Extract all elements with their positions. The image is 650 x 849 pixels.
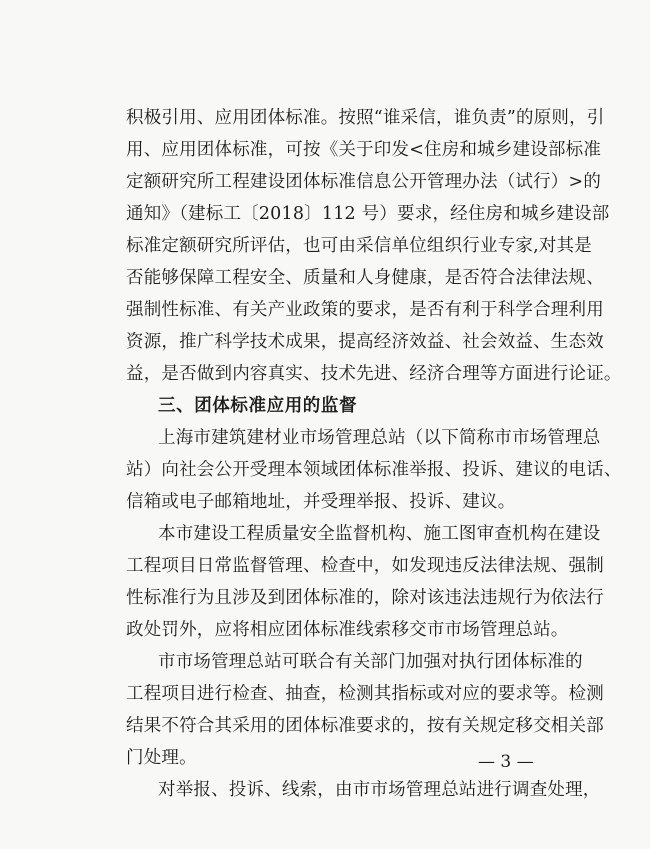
text-line: 用、应用团体标准，可按《关于印发<住房和城乡建设部标准 bbox=[126, 140, 602, 160]
text-line: 强制性标准、有关产业政策的要求，是否有利于科学合理利用 bbox=[126, 300, 604, 320]
text-line: 结果不符合其采用的团体标准要求的，按有关规定移交相关部 bbox=[126, 716, 604, 736]
text-line: 站）向社会公开受理本领域团体标准举报、投诉、建议的电话、 bbox=[126, 460, 622, 480]
text-line: 信箱或电子邮箱地址，并受理举报、投诉、建议。 bbox=[126, 492, 516, 512]
text-line: 定额研究所工程建设团体标准信息公开管理办法（试行）>的 bbox=[126, 172, 602, 192]
paragraph-first-line: 市市场管理总站可联合有关部门加强对执行团体标准的 bbox=[158, 652, 583, 672]
text-line: 工程项目进行检查、抽查，检测其指标或对应的要求等。检测 bbox=[126, 684, 604, 704]
text-line: 积极引用、应用团体标准。按照“谁采信，谁负责”的原则，引 bbox=[126, 108, 605, 128]
text-line: 通知》（建标工〔2018〕112 号）要求，经住房和城乡建设部 bbox=[126, 204, 610, 224]
text-line: 门处理。 bbox=[126, 748, 197, 768]
section-heading: 三、团体标准应用的监督 bbox=[158, 396, 358, 416]
text-line: 资源，推广科学技术成果，提高经济效益、社会效益、生态效 bbox=[126, 332, 604, 352]
paragraph-first-line: 对举报、投诉、线索，由市市场管理总站进行调查处理， bbox=[158, 780, 601, 800]
text-line: 标准定额研究所评估，也可由采信单位组织行业专家,对其是 bbox=[126, 236, 592, 256]
paragraph-first-line: 上海市建筑建材业市场管理总站（以下简称市市场管理总 bbox=[158, 428, 601, 448]
paragraph-first-line: 本市建设工程质量安全监督机构、施工图审查机构在建设 bbox=[158, 524, 601, 544]
text-line: 性标准行为且涉及到团体标准的，除对该违法违规行为依法行 bbox=[126, 588, 604, 608]
page-number: — 3 — bbox=[478, 752, 534, 772]
text-line: 否能够保障工程安全、质量和人身健康，是否符合法律法规、 bbox=[126, 268, 604, 288]
text-line: 政处罚外，应将相应团体标准线索移交市市场管理总站。 bbox=[126, 620, 569, 640]
text-line: 工程项目日常监督管理、检查中，如发现违反法律法规、强制 bbox=[126, 556, 604, 576]
text-line: 益，是否做到内容真实、技术先进、经济合理等方面进行论证。 bbox=[126, 364, 622, 384]
